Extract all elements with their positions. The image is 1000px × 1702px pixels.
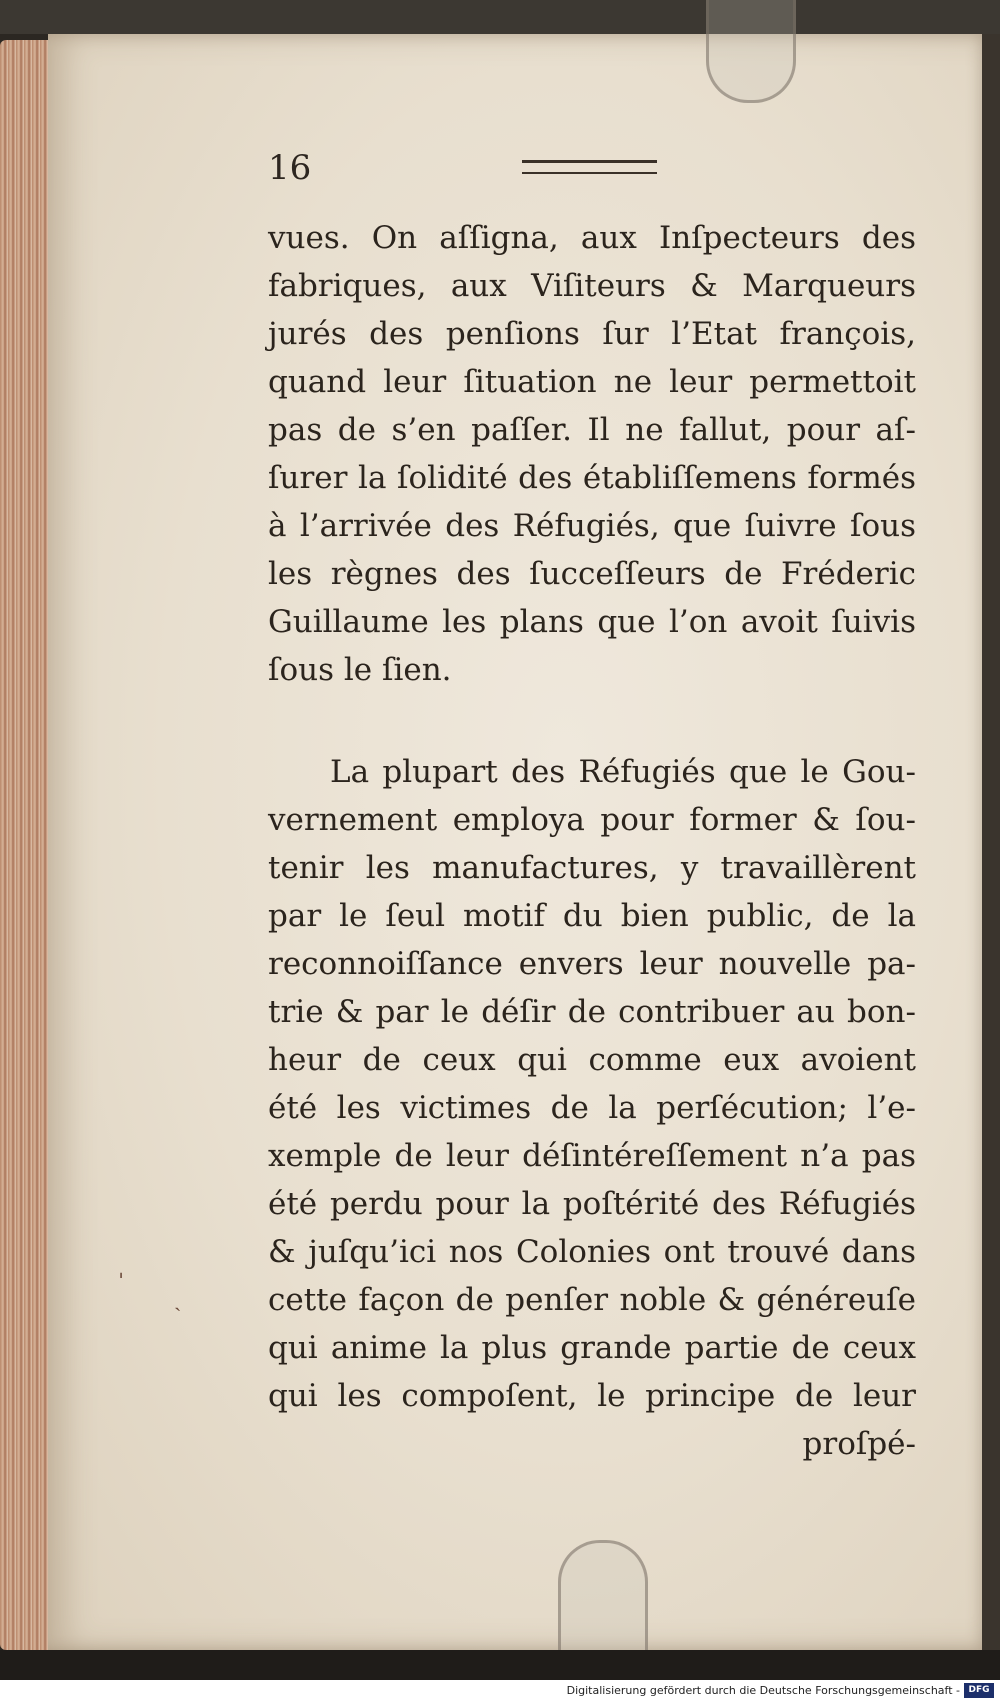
header-rule	[522, 160, 657, 174]
text-line: tenir les manufactures, y travaillèrent	[268, 850, 916, 886]
top-page-clip	[706, 0, 796, 103]
text-line: été perdu pour la poſtérité des Réfugiés	[268, 1186, 916, 1222]
scanner-top-bar	[0, 0, 1000, 34]
text-line: qui anime la plus grande partie de ceux	[268, 1330, 916, 1366]
text-line: vues. On aſſigna, aux Inſpecteurs des	[268, 220, 916, 256]
dfg-logo: DFG	[964, 1683, 994, 1698]
text-line: trie & par le déſir de contribuer au bon-	[268, 994, 916, 1030]
catchword: proſpé-	[802, 1426, 916, 1462]
text-line: par le ſeul motif du bien public, de la	[268, 898, 916, 934]
text-line: pas de s’en paſſer. Il ne fallut, pour aſ-	[268, 412, 916, 448]
text-line: vernement employa pour former & ſou-	[268, 802, 916, 838]
stray-ink-mark: ˎ	[174, 1287, 182, 1312]
paragraph-gap	[268, 694, 916, 748]
body-text	[268, 214, 916, 1468]
text-line: qui les compoſent, le principe de leur	[268, 1378, 916, 1414]
bottom-page-clip	[558, 1540, 648, 1653]
funding-credit: Digitalisierung gefördert durch die Deutsche Forschungsgemeinschaft -	[566, 1684, 960, 1697]
book-spine-shadow	[982, 34, 1000, 1650]
digitization-footer	[0, 1680, 1000, 1702]
text-line: ſous le ſien.	[268, 652, 452, 688]
text-line: xemple de leur déſintéreſſement n’a pas	[268, 1138, 916, 1174]
text-line: cette façon de penſer noble & généreuſe	[268, 1282, 916, 1318]
text-line: jurés des penſions ſur l’Etat françois,	[268, 316, 916, 352]
text-line: les règnes des ſucceſſeurs de Fréderic	[268, 556, 916, 592]
scanner-bottom-bar	[0, 1650, 1000, 1680]
text-line: à l’arrivée des Réfugiés, que ſuivre ſous	[268, 508, 916, 544]
paragraph-1	[268, 214, 916, 694]
text-line: ſurer la ſolidité des établiſſemens formés	[268, 460, 916, 496]
text-line: Guillaume les plans que l’on avoit ſuivis	[268, 604, 916, 640]
text-line: été les victimes de la perſécution; l’e-	[268, 1090, 916, 1126]
text-line: quand leur ſituation ne leur permettoit	[268, 364, 916, 400]
paragraph-2	[268, 748, 916, 1420]
page-number: 16	[268, 148, 312, 188]
text-line: & juſqu’ici nos Colonies ont trouvé dans	[268, 1234, 916, 1270]
text-line: fabriques, aux Viſiteurs & Marqueurs	[268, 268, 916, 304]
text-line: La plupart des Réfugiés que le Gou-	[330, 754, 916, 790]
text-line: heur de ceux qui comme eux avoient	[268, 1042, 916, 1078]
text-line: reconnoiſſance envers leur nouvelle pa-	[268, 946, 916, 982]
stray-ink-mark: ˌ	[118, 1256, 125, 1281]
